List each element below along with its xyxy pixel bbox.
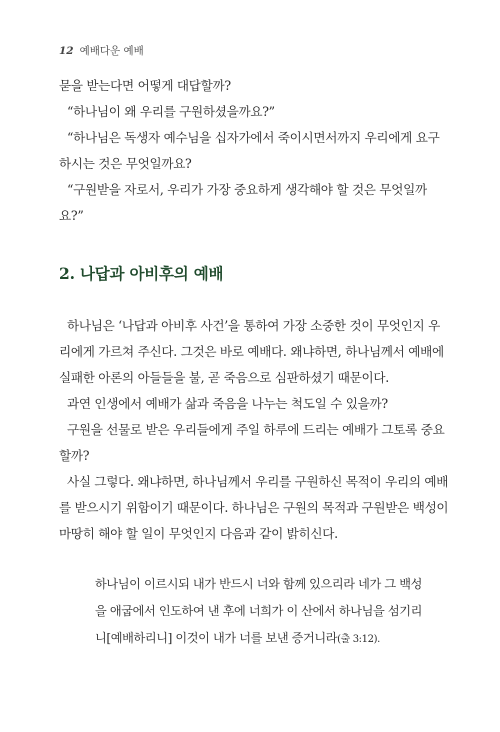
page-number: 12 — [59, 45, 74, 57]
intro-questions — [59, 73, 450, 229]
scripture-quote — [95, 571, 433, 653]
paragraph: “구원받을 자로서, 우리가 가장 중요하게 생각해야 할 것은 무엇일까요?” — [59, 182, 427, 223]
running-header — [59, 43, 144, 58]
paragraph: 구원을 선물로 받은 우리들에게 주일 하루에 드리는 예배가 그토록 중요할까? — [59, 422, 445, 463]
section-heading: 2. 나답과 아비후의 예배 — [59, 264, 224, 283]
paragraph: 과연 인생에서 예배가 삶과 죽음을 나누는 척도일 수 있을까? — [67, 396, 388, 411]
paragraph: 하나님은 ‘나답과 아비후 사건’을 통하여 가장 소중한 것이 무엇인지 우리에게 가르쳐 주신다. 그것은 바로 예배다. 왜냐하면, 하나님께서 예배에 실패한 아론의 아들들을 불, 곧 죽음으로 심판하셨기 때문이다. — [59, 318, 444, 385]
quote-text: 하나님이 이르시되 내가 반드시 너와 함께 있으리라 네가 그 백성을 애굽에서 인도하여 낸 후에 너희가 이 산에서 하나님을 섬기리니[예배하리니] 이것이 내가 너를 보낸 증거니라 — [95, 577, 422, 645]
running-title: 예배다운 예배 — [79, 45, 144, 57]
quote-citation: (출 3:12). — [337, 634, 380, 645]
paragraph: “하나님은 독생자 예수님을 십자가에서 죽이시면서까지 우리에게 요구하시는 것은 무엇일까요? — [59, 130, 440, 171]
paragraph: “하나님이 왜 우리를 구원하셨을까요?” — [67, 104, 275, 119]
section-body — [59, 313, 450, 547]
paragraph: 묻을 받는다면 어떻게 대답할까? — [59, 78, 231, 93]
paragraph: 사실 그렇다. 왜냐하면, 하나님께서 우리를 구원하신 목적이 우리의 예배를 받으시기 위함이기 때문이다. 하나님은 구원의 목적과 구원받은 백성이 마땅히 해야 할 일이 무엇인지 다음과 같이 밝히신다. — [59, 474, 449, 541]
